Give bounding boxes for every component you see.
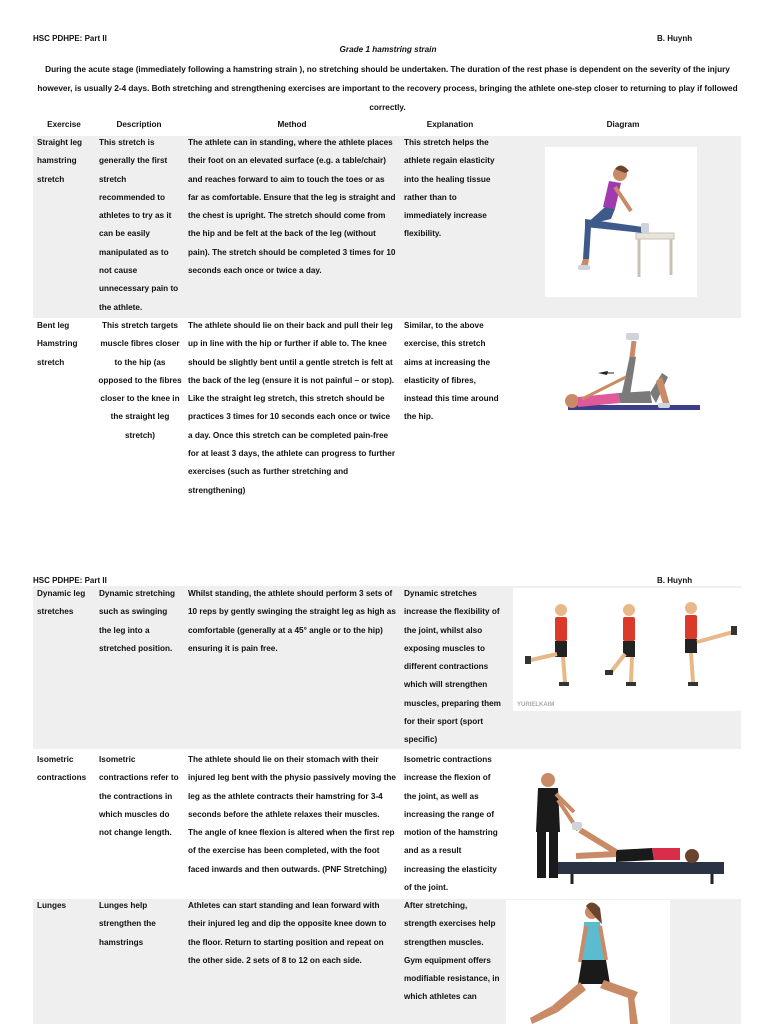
straight-leg-stretch-illustration xyxy=(545,147,697,297)
intro-paragraph: During the acute stage (immediately following a hamstring strain ), no stretching should be undertaken. The duration of the rest phase is dependent on the severity of the injury however, is usually 2-4 days. Both stretching and strengthening exercises are important to the recovery process, bringing the athlete one-step closer to returning to play if followed correctly. xyxy=(37,65,738,112)
exercise-cell: Isometric contractions xyxy=(37,755,87,783)
isometric-contraction-illustration xyxy=(512,752,738,887)
description-cell: Lunges help strengthen the hamstrings xyxy=(99,901,156,947)
explanation-cell: Dynamic stretches increase the flexibility of the joint, whilst also exposing muscles to different contractions which will strengthen muscles, preparing them for their sport (sport specific) xyxy=(404,589,501,745)
dynamic-leg-stretch-illustration xyxy=(513,588,743,711)
explanation-cell: After stretching, strength exercises help strengthen muscles. Gym equipment offers modifiable resistance, in which athletes can xyxy=(404,901,500,1002)
method-cell: Whilst standing, the athlete should perform 3 sets of 10 reps by gently swinging the straight leg as high as comfortable (generally at a 45° angle or to the hip) ensuring it is pain free. xyxy=(188,589,396,653)
explanation-cell: Isometric contractions increase the flexion of the joint, as well as increasing the range of motion of the hamstring and as a result increasing the elasticity of the joint. xyxy=(404,755,498,893)
description-cell: This stretch targets muscle fibres closer to the hip (as opposed to the fibres closer to the knee in the straight leg stretch) xyxy=(98,321,182,440)
bent-leg-stretch-illustration xyxy=(538,321,710,414)
exercise-cell: Lunges xyxy=(37,901,67,910)
header-left: HSC PDHPE: Part II xyxy=(33,576,107,585)
exercise-cell: Straight leg hamstring stretch xyxy=(37,138,83,184)
header-right: B. Huynh xyxy=(657,34,693,43)
column-heading-exercise: Exercise xyxy=(47,120,81,129)
explanation-cell: This stretch helps the athlete regain elasticity into the healing tissue rather than to immediately increase flexibility. xyxy=(404,138,495,239)
method-cell: The athlete should lie on their stomach with their injured leg bent with the physio passively moving the leg as the athlete contracts their hamstring for 3-4 seconds before the athlete relaxes their muscles. The angle of knee flexion is altered when the first rep of the exercise has been completed, with the foot faced inwards and then outwards. (PNF Stretching) xyxy=(188,755,396,874)
description-cell: This stretch is generally the first stretch recommended to athletes to try as it can be easily manipulated as to not cause unnecessary pain to the athlete. xyxy=(99,138,179,312)
column-heading-diagram: Diagram xyxy=(606,120,640,129)
exercise-cell: Bent leg Hamstring stretch xyxy=(37,321,78,367)
method-cell: The athlete can in standing, where the athlete places their foot on an elevated surface (e.g. a table/chair) and reaches forward to aim to touch the toes or as far as comfortable. Ensure that the leg is straight and the chest is upright. The stretch should come from the hip and be felt at the back of the leg (without pain). The stretch should be completed 3 times for 10 seconds each once or twice a day. xyxy=(188,138,396,276)
description-cell: Dynamic stretching such as swinging the leg into a stretched position. xyxy=(99,589,175,653)
method-cell: The athlete should lie on their back and pull their leg up in line with the hip or further if able to. The knee should be slightly bent until a gentle stretch is felt at the back of the leg (ensure it is not painful – or stop). Like the straight leg stretch, this stretch should be practices 3 times for 10 seconds each once or twice a day. Once this stretch can be completed pain-free for at least 3 days, the athlete can progress to further exercises (such as further stretching and strengthening) xyxy=(188,321,396,495)
explanation-cell: Similar, to the above exercise, this stretch aims at increasing the elasticity of fibres, instead this time around the hip. xyxy=(404,321,499,422)
exercise-cell: Dynamic leg stretches xyxy=(37,589,86,617)
page-title: Grade 1 hamstring strain xyxy=(339,45,437,54)
watermark-text: YURIELKAIM xyxy=(517,702,555,708)
column-heading-method: Method xyxy=(277,120,307,129)
description-cell: Isometric contractions refer to the contractions in which muscles do not change length. xyxy=(99,755,179,838)
header-left: HSC PDHPE: Part II xyxy=(33,34,107,43)
header-right: B. Huynh xyxy=(657,576,693,585)
column-heading-explanation: Explanation xyxy=(426,120,474,129)
lunge-illustration xyxy=(506,900,670,1024)
method-cell: Athletes can start standing and lean forward with their injured leg and dip the opposite knee down to the floor. Return to starting position and repeat on the other side. 2 sets of 8 to 12 on each side. xyxy=(188,901,387,965)
column-heading-description: Description xyxy=(116,120,162,129)
